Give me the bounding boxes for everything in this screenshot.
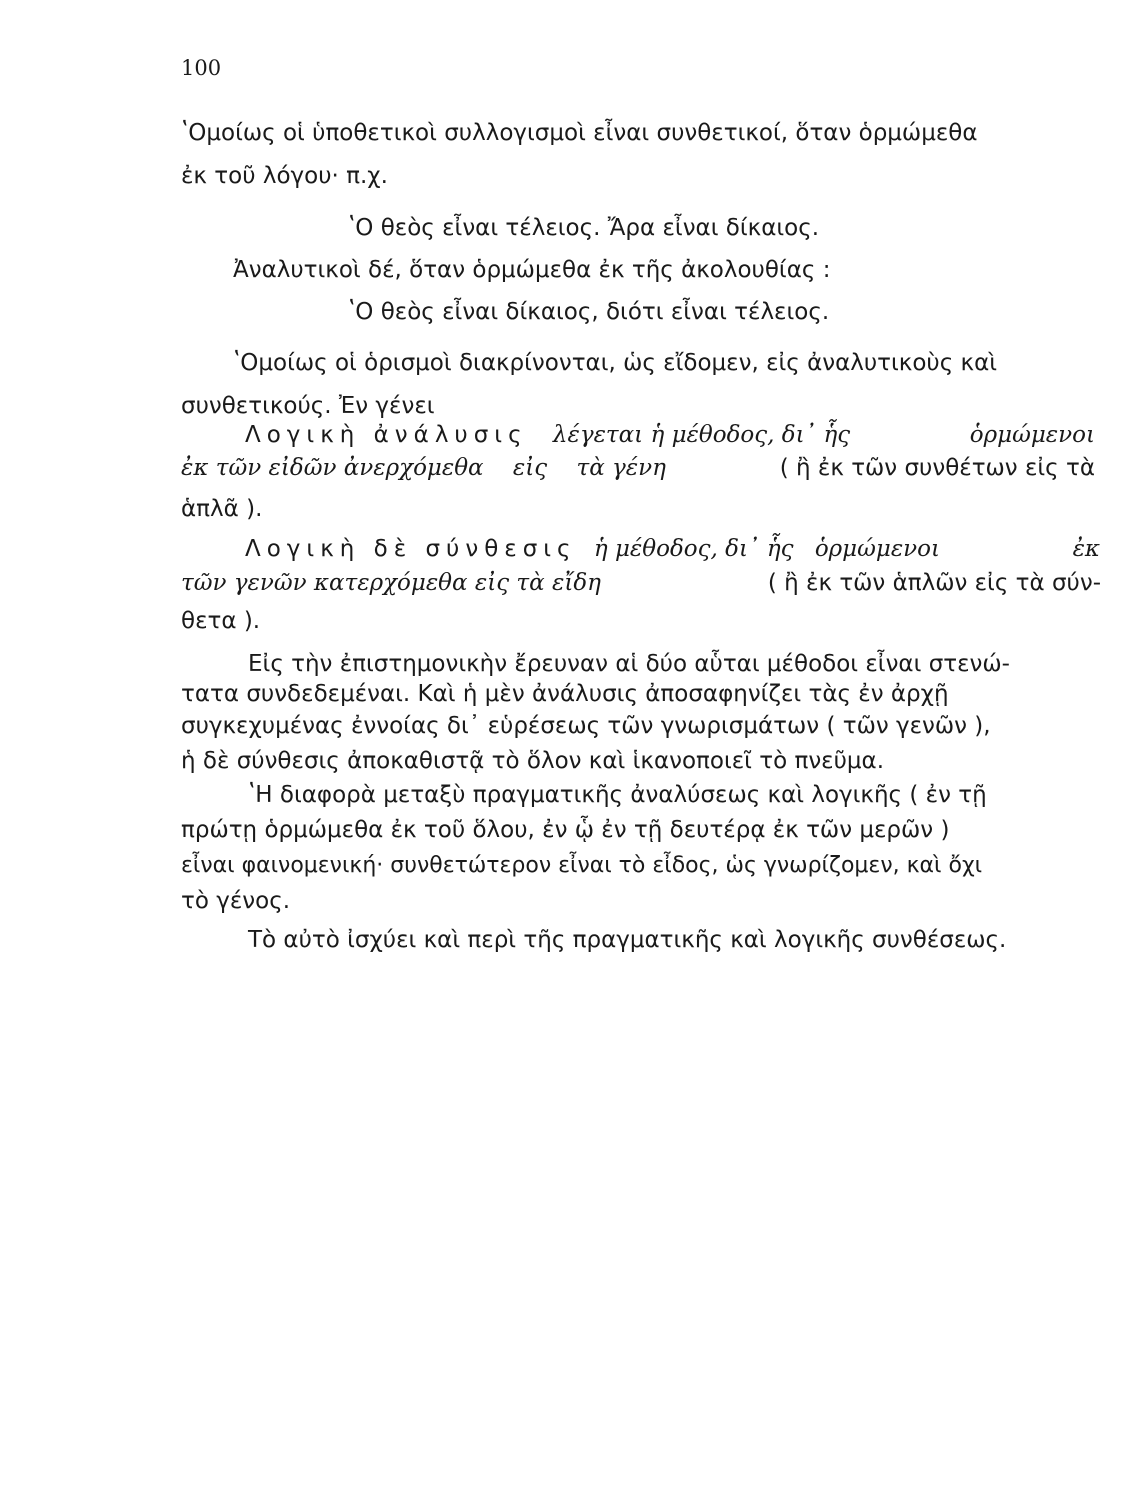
- example-sentence-2: ʽΟ θεὸς εἶναι δίκαιος, διότι εἶναι τέλειος.: [348, 299, 830, 325]
- analysis-definition-line-2: [181, 452, 1095, 484]
- synthesis-definition-line-2: [181, 567, 1101, 599]
- paragraph-5-line-1: Τὸ αὐτὸ ἰσχύει καὶ περὶ τῆς πραγματικῆς καὶ λογικῆς συνθέσεως.: [248, 927, 1007, 953]
- paragraph-4-line-2: πρώτῃ ὁρμώμεθα ἐκ τοῦ ὅλου, ἐν ᾧ ἐν τῇ δευτέρᾳ ἐκ τῶν μερῶν ): [181, 817, 950, 843]
- definition-italic: τῶν γενῶν κατερχόμεθα εἰς τὰ εἴδη: [181, 570, 601, 596]
- page-number: 100: [181, 56, 222, 80]
- paragraph-3-line-3: συγκεχυμένας ἐννοίας δι᾽ εὑρέσεως τῶν γνωρισμάτων ( τῶν γενῶν ),: [181, 713, 991, 739]
- analytic-intro: Ἀναλυτικοὶ δέ, ὅταν ὁρμώμεθα ἐκ τῆς ἀκολουθίας :: [233, 257, 831, 283]
- definition-italic: εἰς: [512, 455, 548, 481]
- paragraph-3-line-1: Εἰς τὴν ἐπιστημονικὴν ἔρευναν αἱ δύο αὗται μέθοδοι εἶναι στενώ-: [248, 651, 1010, 677]
- example-sentence-1: ʽΟ θεὸς εἶναι τέλειος. Ἄρα εἶναι δίκαιος.: [348, 215, 820, 241]
- paragraph-1-line-1: [181, 117, 1091, 149]
- definition-italic: ὁρμώμενοι: [814, 536, 941, 562]
- definition-italic: τὰ γένη: [576, 455, 666, 481]
- term-logical-analysis: Λογικὴ ἀνάλυσις: [245, 422, 528, 448]
- analysis-definition-line-3: ἁπλᾶ ).: [181, 496, 263, 522]
- paragraph-3-line-4: ἡ δὲ σύνθεσις ἀποκαθιστᾷ τὸ ὅλον καὶ ἱκανοποιεῖ τὸ πνεῦμα.: [181, 748, 885, 774]
- definition-italic: ὁρμώμενοι: [969, 422, 1095, 448]
- analysis-definition-line-1: [245, 419, 1095, 451]
- definition-italic: ἐκ: [1072, 536, 1100, 562]
- text-span: ʽΟμοίως οἱ ὑποθετικοὶ συλλογισμοὶ εἶναι συνθετικοί, ὅταν ὁρμώμεθα: [181, 120, 978, 146]
- paragraph-4-line-4: τὸ γένος.: [181, 888, 291, 914]
- definition-plain: ( ἢ ἐκ τῶν ἁπλῶν εἰς τὰ σύν-: [767, 570, 1101, 596]
- paragraph-3-line-2: τατα συνδεδεμέναι. Καὶ ἡ μὲν ἀνάλυσις ἀποσαφηνίζει τὰς ἐν ἀρχῇ: [181, 681, 949, 707]
- paragraph-4-line-3: εἶναι φαινομενική· συνθετώτερον εἶναι τὸ εἶδος, ὡς γνωρίζομεν, καὶ ὄχι: [181, 853, 983, 878]
- synthesis-definition-line-1: [245, 533, 1100, 565]
- definition-italic: ἐκ τῶν εἰδῶν ἀνερχόμεθα: [181, 455, 484, 481]
- paragraph-2-line-1: ʽΟμοίως οἱ ὁρισμοὶ διακρίνονται, ὡς εἴδομεν, εἰς ἀναλυτικοὺς καὶ: [233, 350, 998, 376]
- paragraph-2-line-2: συνθετικούς. Ἐν γένει: [181, 393, 435, 419]
- definition-italic: λέγεται ἡ μέθοδος, δι᾽ ἧς: [552, 422, 851, 448]
- paragraph-1-line-2: ἐκ τοῦ λόγου· π.χ.: [181, 163, 388, 189]
- definition-italic: ἡ μέθοδος, δι᾽ ἧς: [593, 536, 794, 562]
- definition-plain: ( ἢ ἐκ τῶν συνθέτων εἰς τὰ: [779, 455, 1095, 481]
- term-logical-synthesis: Λογικὴ δὲ σύνθεσις: [245, 536, 577, 562]
- paragraph-4-line-1: ʽΗ διαφορὰ μεταξὺ πραγματικῆς ἀναλύσεως καὶ λογικῆς ( ἐν τῇ: [248, 782, 987, 808]
- synthesis-definition-line-3: θετα ).: [181, 608, 261, 634]
